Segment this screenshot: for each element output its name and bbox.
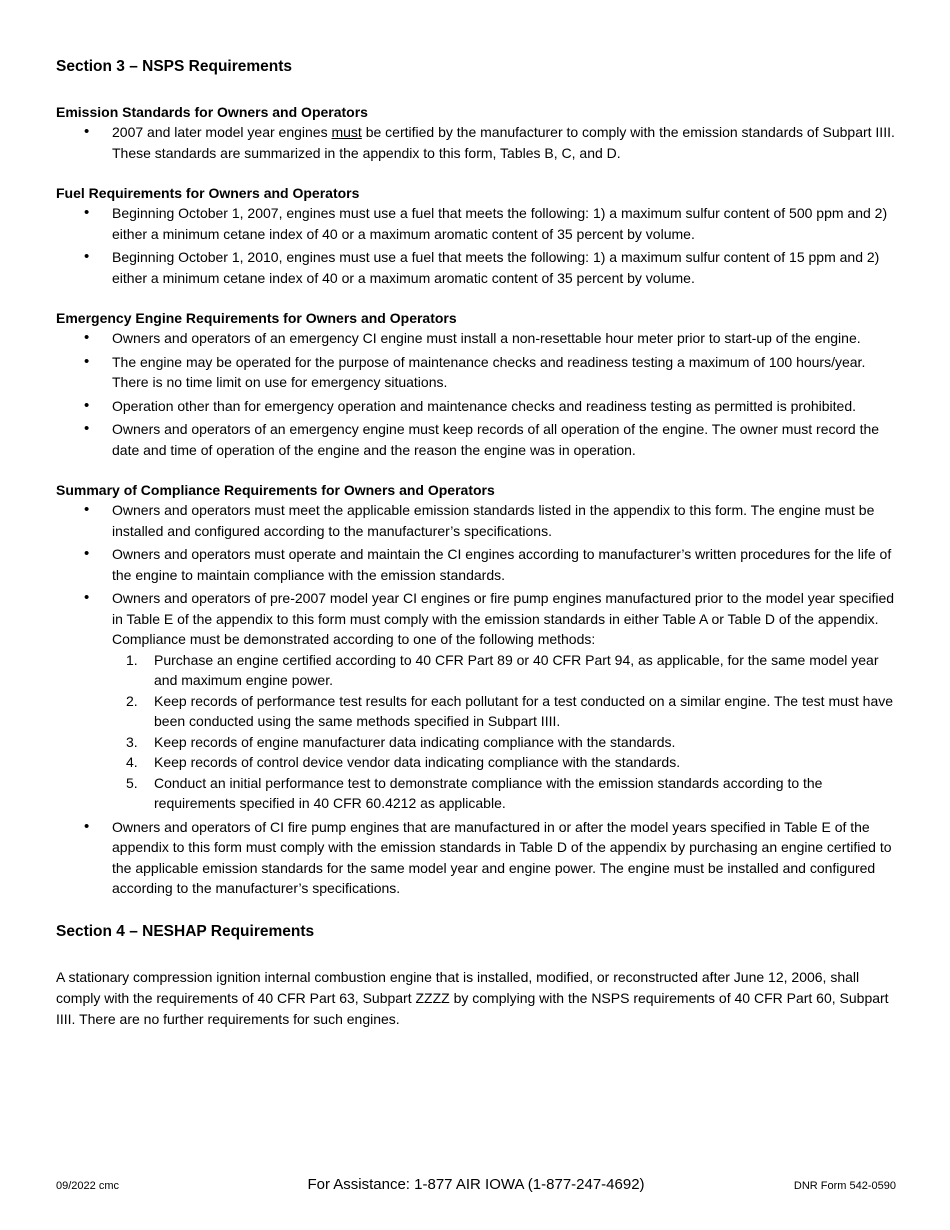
- list-item: [56, 122, 898, 163]
- compliance-summary-heading: Summary of Compliance Requirements for Owners and Operators: [56, 482, 495, 498]
- emission-text-post: be certified by the manufacturer to comply with the emission standards of Subpart IIII. These standards are summarized in the appendix to this form, Tables B, C, and D.: [112, 124, 895, 161]
- method-text: Keep records of performance test results for each pollutant for a test conducted on a similar engine. The test must have been conducted using the same methods specified in Subpart IIII.: [154, 692, 894, 729]
- document-page: [56, 56, 898, 1030]
- emergency-engine-list: [56, 328, 898, 460]
- list-item-text: Owners and operators of pre-2007 model year CI engines or fire pump engines manufactured prior to the model year specified in Table E of the appendix to this form must comply with the emission standards in either Table A or Table D of the appendix. Compliance must be demonstrated according to one of the following methods:: [112, 590, 895, 647]
- method-item: [56, 732, 898, 753]
- footer-revision-date: 09/2022 cmc: [56, 1180, 119, 1192]
- method-item: [56, 752, 898, 773]
- section-3-title: Section 3 – NSPS Requirements: [56, 58, 293, 75]
- method-number: 2.: [126, 692, 138, 709]
- method-text: Keep records of engine manufacturer data indicating compliance with the standards.: [154, 733, 676, 750]
- emission-standards-heading: Emission Standards for Owners and Operators: [56, 104, 368, 120]
- method-number: 1.: [126, 651, 138, 668]
- fuel-requirements-heading: Fuel Requirements for Owners and Operators: [56, 185, 360, 201]
- emission-text-pre: 2007 and later model year engines: [112, 124, 332, 140]
- method-number: 4.: [126, 754, 138, 770]
- method-text: Purchase an engine certified according to 40 CFR Part 89 or 40 CFR Part 94, as applicable, for the same model year and maximum engine power.: [154, 651, 879, 688]
- list-item: • Beginning October 1, 2007, engines must use a fuel that meets the following: 1) a maximum sulfur content of 500 ppm and 2) either a minimum cetane index of 40 or a maximum aromatic content of 35 percent by volume.: [56, 203, 898, 244]
- compliance-methods-list: [112, 650, 898, 814]
- method-text: Conduct an initial performance test to demonstrate compliance with the emission standards according to the requirements specified in 40 CFR 60.4212 as applicable.: [154, 774, 823, 811]
- section-4-title: Section 4 – NESHAP Requirements: [56, 922, 315, 940]
- footer-assistance-phone: For Assistance: 1-877 AIR IOWA (1-877-247-4692): [307, 1176, 645, 1193]
- fuel-requirements-block: [56, 183, 898, 288]
- emission-text-must: must: [331, 124, 362, 140]
- list-item: • Owners and operators of an emergency engine must keep records of all operation of the engine. The owner must record the date and time of operation of the engine and the reason the engine was in operation.: [56, 419, 898, 460]
- list-item: • The engine may be operated for the purpose of maintenance checks and readiness testing a maximum of 100 hours/year. There is no time limit on use for emergency situations.: [56, 352, 898, 393]
- method-item: [56, 773, 898, 814]
- list-item: • Owners and operators must meet the applicable emission standards listed in the appendix to this form. The engine must be installed and configured according to the manufacturer’s specifications.: [56, 500, 898, 541]
- page-footer: [56, 1176, 896, 1198]
- method-item: [56, 650, 898, 691]
- method-text: Keep records of control device vendor data indicating compliance with the standards.: [154, 754, 681, 770]
- list-item: [56, 588, 898, 814]
- list-item: • Beginning October 1, 2010, engines must use a fuel that meets the following: 1) a maximum sulfur content of 15 ppm and 2) either a minimum cetane index of 40 or a maximum aromatic content of 35 percent by volume.: [56, 247, 898, 288]
- emergency-engine-block: [56, 308, 898, 460]
- method-item: [56, 691, 898, 732]
- compliance-summary-list: [56, 500, 898, 899]
- emission-standards-list: [56, 122, 898, 163]
- fuel-requirements-list: [56, 203, 898, 288]
- method-number: 3.: [126, 733, 138, 750]
- list-item: • Operation other than for emergency operation and maintenance checks and readiness testing as permitted is prohibited.: [56, 396, 898, 417]
- list-item: • Owners and operators of CI fire pump engines that are manufactured in or after the model years specified in Table E of the appendix to this form must comply with the emission standards in Table D of the appendix by purchasing an engine certified to the applicable emission standards for the same model year and engine power. The engine must be installed and configured according to the manufacturer’s specifications.: [56, 817, 898, 899]
- list-item: • Owners and operators must operate and maintain the CI engines according to manufacturer’s written procedures for the life of the engine to maintain compliance with the emission standards.: [56, 544, 898, 585]
- method-number: 5.: [126, 774, 138, 791]
- compliance-summary-block: [56, 480, 898, 899]
- footer-form-number: DNR Form 542-0590: [793, 1180, 896, 1192]
- neshap-paragraph: A stationary compression ignition internal combustion engine that is installed, modified, or reconstructed after June 12, 2006, shall comply with the requirements of 40 CFR Part 63, Subpart ZZZZ by complying with the NSPS requirements of 40 CFR Part 60, Subpart IIII. There are no further requirements for such engines.: [56, 968, 889, 1027]
- emergency-engine-heading: Emergency Engine Requirements for Owners and Operators: [56, 310, 457, 326]
- emission-standards-block: [56, 102, 898, 163]
- list-item: • Owners and operators of an emergency CI engine must install a non-resettable hour meter prior to start-up of the engine.: [56, 328, 898, 349]
